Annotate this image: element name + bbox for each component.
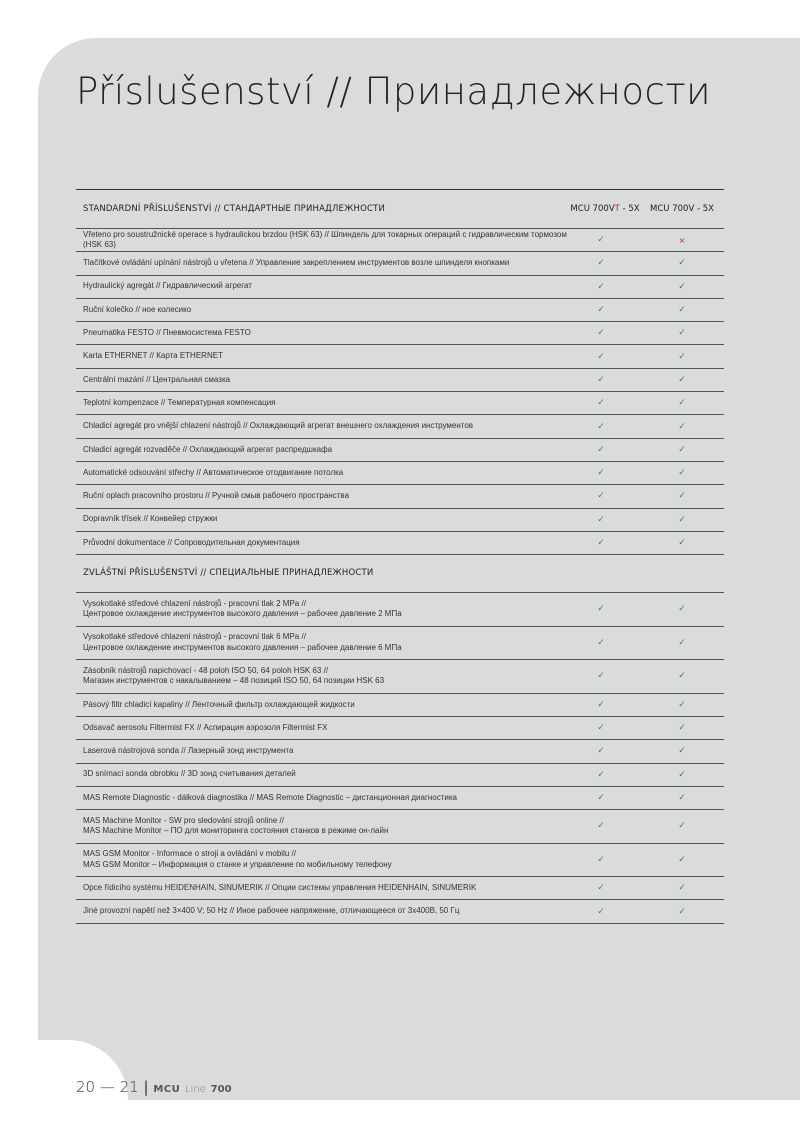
check-icon: ✓ — [678, 723, 686, 734]
check-icon: ✓ — [597, 723, 605, 734]
table-row — [76, 485, 724, 508]
check-icon: ✓ — [597, 374, 605, 385]
check-icon: ✓ — [597, 514, 605, 525]
special-header-row — [76, 555, 724, 593]
column-header-mcu-700vt: MCU 700VT - 5X — [570, 204, 640, 214]
check-icon: ✓ — [678, 444, 686, 455]
check-icon: ✓ — [678, 769, 686, 780]
row-label: Chladicí agregát rozvaděče // Охлаждающий агрегат распредшкафа — [83, 444, 333, 454]
check-icon: ✓ — [678, 538, 686, 548]
table-row — [76, 392, 724, 415]
row-label-line: MAS Machine Monitor – ПО для мониторинга состояния станков в режиме он-лайн — [83, 826, 389, 836]
row-label: Tlačítkové ovládání upínání nástrojů u vřetena // Управление закреплением инструментов возле шпинделя кнопками — [83, 258, 510, 268]
check-icon: ✓ — [678, 398, 686, 409]
check-icon: ✓ — [597, 746, 605, 757]
check-icon: ✓ — [678, 821, 686, 832]
check-icon: ✓ — [597, 305, 605, 316]
table-row — [76, 810, 724, 844]
row-label: Dopravník třísek // Конвейер стружки — [83, 514, 218, 524]
check-icon: ✓ — [597, 491, 605, 502]
row-label — [76, 666, 570, 687]
accessories-table — [76, 189, 724, 924]
row-label — [76, 599, 570, 620]
table-row — [76, 532, 724, 555]
check-icon: ✓ — [597, 604, 605, 615]
row-label — [76, 793, 570, 804]
check-icon: ✓ — [597, 281, 605, 292]
check-icon: ✓ — [678, 258, 686, 269]
table-row — [76, 299, 724, 322]
footer-line: Line — [185, 1084, 206, 1095]
check-icon: ✓ — [678, 514, 686, 525]
check-icon: ✓ — [597, 854, 605, 865]
table-row — [76, 877, 724, 900]
row-label: Ruční kolečko // ное колесико — [83, 304, 192, 314]
table-row — [76, 593, 724, 627]
page-title: Příslušenství // Принадлежности — [76, 70, 712, 113]
check-icon: ✓ — [678, 305, 686, 316]
row-label-line: Odsavač aerosolu Filtermist FX // Аспирация аэрозоля Filtermist FX — [83, 722, 328, 732]
special-rows — [76, 593, 724, 924]
check-icon: ✓ — [678, 699, 686, 710]
cross-icon: × — [678, 235, 686, 245]
check-icon: ✓ — [678, 883, 686, 894]
footer-model: 700 — [210, 1084, 232, 1095]
standard-rows — [76, 229, 724, 555]
table-row — [76, 322, 724, 345]
page-numbers: 20 — 21 — [76, 1078, 139, 1096]
check-icon: ✓ — [678, 468, 686, 479]
page-footer — [76, 1078, 232, 1096]
row-label-line: Магазин инструментов с накалыванием – 48 позиций ISO 50, 64 позиции HSK 63 — [83, 676, 385, 686]
row-label-line: Vysokotlaké středové chlazení nástrojů - pracovní tlak 6 MPa // — [83, 632, 306, 642]
table-row — [76, 694, 724, 717]
check-icon: ✓ — [678, 374, 686, 385]
row-label-line: Pásový filtr chladicí kapaliny // Ленточный фильтр охлаждающей жидкости — [83, 699, 355, 709]
check-icon: ✓ — [678, 328, 686, 339]
row-label-line: MAS Remote Diagnostic - dálková diagnostika // MAS Remote Diagnostic – дистанционная диагностика — [83, 792, 457, 802]
check-icon: ✓ — [597, 258, 605, 269]
row-label: Centrální mazání // Центральная смазка — [83, 374, 231, 384]
row-label-line: Центровое охлаждение инструментов высокого давления – рабочее давление 6 МПа — [83, 642, 402, 652]
special-section-label: ZVLÁŠTNÍ PŘÍSLUŠENSTVÍ // СПЕЦИАЛЬНЫЕ ПРИНАДЛЕЖНОСТИ — [83, 568, 374, 579]
standard-header-row — [76, 190, 724, 229]
row-label: Chladicí agregát pro vnější chlazení nástrojů // Охлаждающий агрегат внешнего охлаждения инструментов — [83, 421, 474, 431]
row-label — [76, 746, 570, 757]
check-icon: ✓ — [597, 906, 605, 917]
check-icon: ✓ — [678, 854, 686, 865]
check-icon: ✓ — [597, 671, 605, 682]
table-row — [76, 276, 724, 299]
table-row — [76, 787, 724, 810]
check-icon: ✓ — [678, 792, 686, 803]
check-icon: ✓ — [597, 699, 605, 710]
row-label — [76, 906, 570, 917]
check-icon: ✓ — [597, 328, 605, 339]
table-row — [76, 660, 724, 694]
check-icon: ✓ — [678, 906, 686, 917]
table-row — [76, 764, 724, 787]
check-icon: ✓ — [597, 538, 605, 548]
table-row — [76, 462, 724, 485]
table-row — [76, 627, 724, 661]
row-label-line: Zásobník nástrojů napichovací - 48 poloh ISO 50, 64 poloh HSK 63 // — [83, 665, 329, 675]
row-label: Vřeteno pro soustružnické operace s hydraulickou brzdou (HSK 63) // Шпиндель для токарных операций с гидравлическим тормозом (HSK 63) — [83, 229, 567, 250]
table-row — [76, 717, 724, 740]
check-icon: ✓ — [597, 421, 605, 432]
check-icon: ✓ — [597, 637, 605, 648]
check-icon: ✓ — [597, 398, 605, 409]
check-icon: ✓ — [678, 746, 686, 757]
table-row — [76, 509, 724, 532]
row-label — [76, 849, 570, 870]
row-label-line: Vysokotlaké středové chlazení nástrojů - pracovní tlak 2 MPa // — [83, 598, 306, 608]
row-label — [76, 632, 570, 653]
check-icon: ✓ — [678, 351, 686, 362]
check-icon: ✓ — [678, 671, 686, 682]
table-row — [76, 345, 724, 368]
row-label: Průvodní dokumentace // Сопроводительная документация — [83, 537, 300, 547]
row-label-line: 3D snímací sonda obrobku // 3D зонд считывания деталей — [83, 769, 296, 779]
check-icon: ✓ — [678, 637, 686, 648]
row-label: Pneumatika FESTO // Пневмосистема FESTO — [83, 328, 251, 338]
check-icon: ✓ — [678, 421, 686, 432]
row-label: Teplotní kompenzace // Температурная компенсация — [83, 397, 276, 407]
table-row — [76, 369, 724, 392]
row-label-line: MAS Machine Monitor - SW pro sledování strojů online // — [83, 815, 284, 825]
row-label-line: Jiné provozní napětí než 3×400 V; 50 Hz // Иное рабочее напряжение, отличающееся от 3x400В, 50 Гц — [83, 906, 460, 916]
table-row — [76, 415, 724, 438]
check-icon: ✓ — [597, 444, 605, 455]
table-row — [76, 844, 724, 878]
row-label-line: Laserová nástrojová sonda // Лазерный зонд инструмента — [83, 746, 294, 756]
row-label: Karta ETHERNET // Карта ETHERNET — [83, 351, 223, 361]
check-icon: ✓ — [597, 235, 605, 246]
row-label-line: Центровое охлаждение инструментов высокого давления – рабочее давление 2 МПа — [83, 609, 402, 619]
row-label — [76, 723, 570, 734]
check-icon: ✓ — [597, 883, 605, 894]
row-label: Ruční oplach pracovního prostoru // Ручной смыв рабочего пространства — [83, 491, 350, 501]
row-label — [76, 883, 570, 894]
footer-separator: | — [143, 1078, 149, 1096]
table-row — [76, 900, 724, 923]
table-row — [76, 229, 724, 252]
check-icon: ✓ — [678, 281, 686, 292]
row-label — [76, 700, 570, 711]
table-row — [76, 252, 724, 275]
table-row — [76, 740, 724, 763]
standard-section-label: STANDARDNÍ PŘÍSLUŠENSTVÍ // СТАНДАРТНЫЕ ПРИНАДЛЕЖНОСТИ — [83, 203, 386, 214]
row-label: Automatické odsouvání střechy // Автоматическое отодвигание потолка — [83, 467, 344, 477]
row-label: Hydraulický agregát // Гидравлический агрегат — [83, 281, 252, 291]
table-row — [76, 439, 724, 462]
row-label-line: MAS GSM Monitor – Информация о станке и управление по мобильному телефону — [83, 859, 392, 869]
row-label-line: Opce řídicího systému HEIDENHAIN, SINUMERIK // Опции системы управления HEIDENHAIN, SINUMERIK — [83, 883, 477, 893]
check-icon: ✓ — [678, 491, 686, 502]
column-header-mcu-700v: MCU 700V - 5X — [650, 204, 714, 214]
check-icon: ✓ — [597, 792, 605, 803]
footer-brand: MCU — [153, 1084, 181, 1095]
check-icon: ✓ — [597, 351, 605, 362]
row-label — [76, 816, 570, 837]
check-icon: ✓ — [597, 821, 605, 832]
check-icon: ✓ — [678, 604, 686, 615]
row-label-line: MAS GSM Monitor - Informace o stroji a ovládání v mobilu // — [83, 849, 296, 859]
check-icon: ✓ — [597, 769, 605, 780]
check-icon: ✓ — [597, 468, 605, 479]
row-label — [76, 769, 570, 780]
